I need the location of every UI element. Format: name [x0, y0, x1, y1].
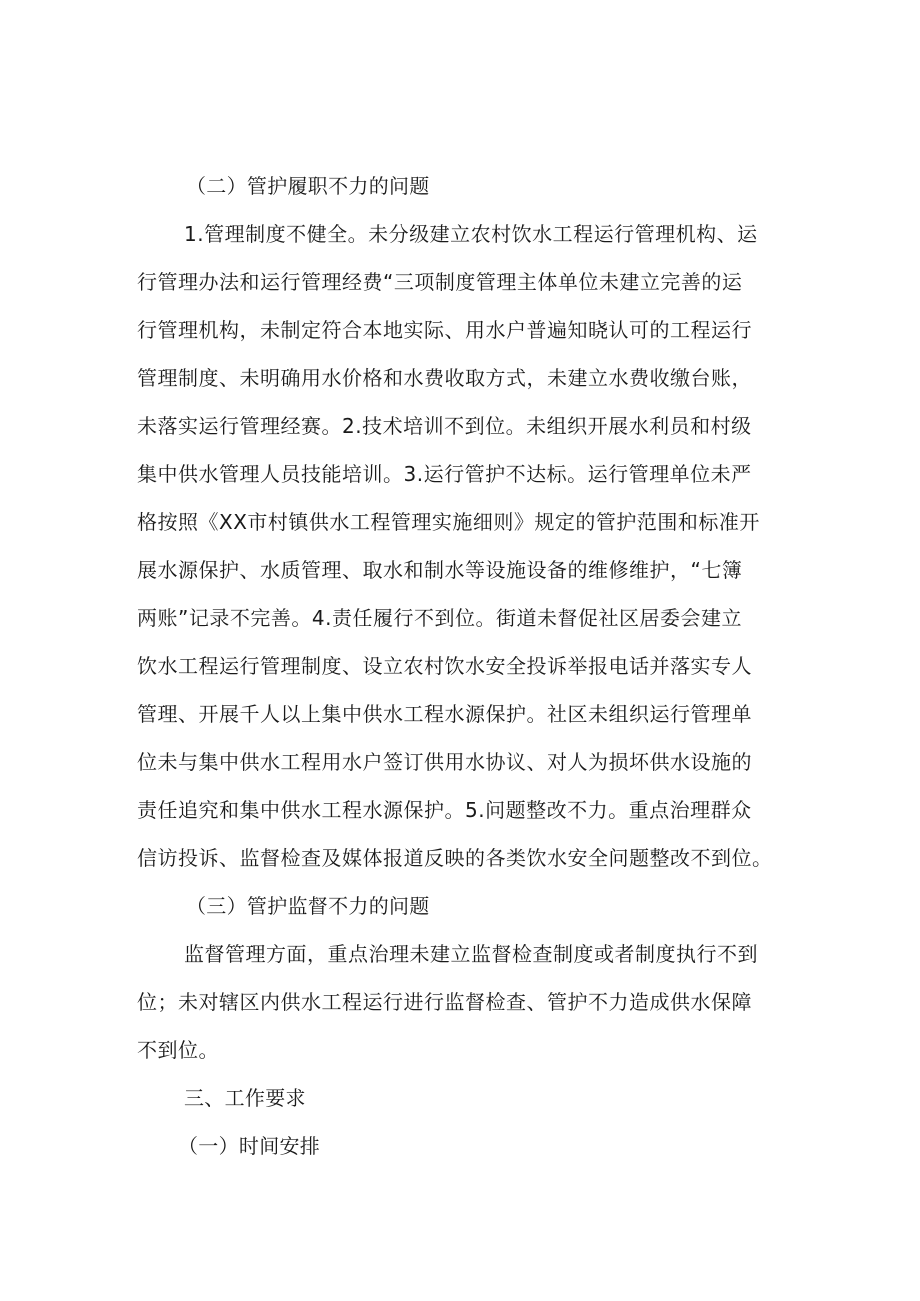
- paragraph-line: 1.管理制度不健全。未分级建立农村饮水工程运行管理机构、运: [184, 222, 758, 246]
- section-3-heading: （三）管护监督不力的问题: [186, 894, 430, 918]
- part-3-heading: 三、工作要求: [184, 1086, 306, 1110]
- subsection-1-heading: （一）时间安排: [178, 1134, 321, 1158]
- paragraph-line: 管理制度、未明确用水价格和水费收取方式，未建立水费收缴台账，: [137, 366, 752, 390]
- paragraph-line: 责任追究和集中供水工程水源保护。5.问题整改不力。重点治理群众: [137, 798, 752, 822]
- paragraph-line: 未落实运行管理经赛。2.技术培训不到位。未组织开展水利员和村级: [137, 414, 752, 438]
- paragraph-line: 管理、开展千人以上集中供水工程水源保护。社区未组织运行管理单: [137, 702, 752, 726]
- paragraph-line: 不到位。: [137, 1038, 219, 1062]
- paragraph-line: 信访投诉、监督检查及媒体报道反映的各类饮水安全问题整改不到位。: [137, 846, 773, 870]
- paragraph-line: 两账”记录不完善。4.责任履行不到位。街道未督促社区居委会建立: [137, 606, 742, 630]
- paragraph-line: 展水源保护、水质管理、取水和制水等设施设备的维修维护，“七簿: [137, 558, 743, 582]
- paragraph-line: 位；未对辖区内供水工程运行进行监督检查、管护不力造成供水保障: [137, 990, 752, 1014]
- paragraph-line: 格按照《XX市村镇供水工程管理实施细则》规定的管护范围和标准开: [137, 510, 760, 534]
- paragraph-line: 行管理机构，未制定符合本地实际、用水户普遍知晓认可的工程运行: [137, 318, 752, 342]
- paragraph-line: 监督管理方面，重点治理未建立监督检查制度或者制度执行不到: [184, 942, 758, 966]
- paragraph-line: 集中供水管理人员技能培训。3.运行管护不达标。运行管理单位未严: [137, 462, 752, 486]
- section-2-heading: （二）管护履职不力的问题: [186, 174, 430, 198]
- paragraph-line: 行管理办法和运行管理经费“三项制度管理主体单位未建立完善的运: [137, 270, 743, 294]
- paragraph-line: 位未与集中供水工程用水户签订供用水协议、对人为损坏供水设施的: [137, 750, 752, 774]
- paragraph-line: 饮水工程运行管理制度、设立农村饮水安全投诉举报电话并落实专人: [137, 654, 752, 678]
